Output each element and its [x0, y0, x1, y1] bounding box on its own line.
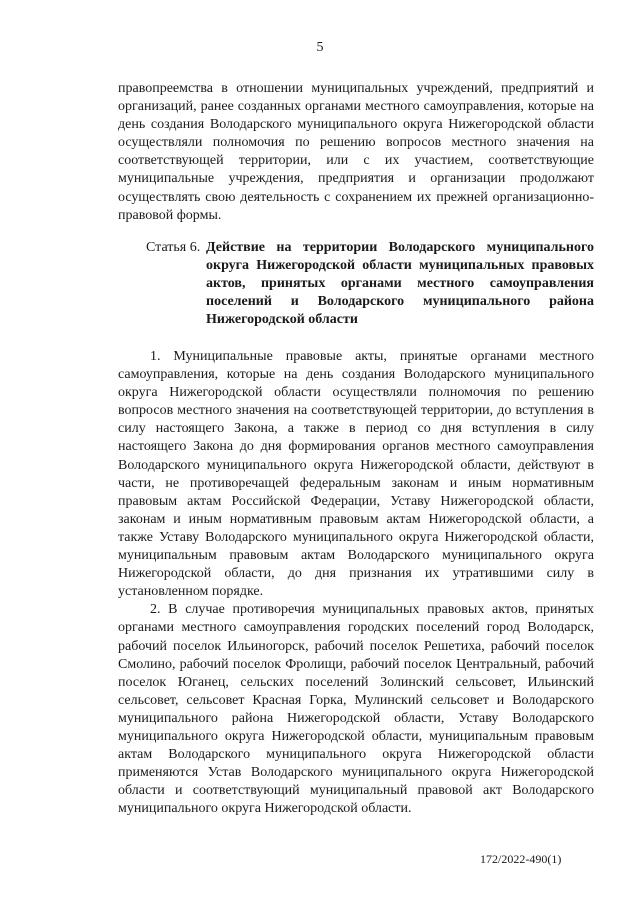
- paragraph-1: 1. Муниципальные правовые акты, принятые органами местного самоуправления, которые на день создания Володарского муниципального округа Нижегородской области осуществляли полномочия по решению вопросов местного значения на соответствующей территории, до вступления в силу настоящего Закона, а также в период со дня вступления в силу настоящего Закона до дня формирования органов местного самоуправления Володарского муниципального округа Нижегородской области, действуют в части, не противоречащей федеральным законам и иным нормативным правовым актам Российской Федерации, Уставу Нижегородской области, законам и иным нормативным правовым актам Нижегородской области, а также Уставу Володарского муниципального округа Нижегородской области, муниципальным правовым актам Володарского муниципального округа Нижегородской области, до дня признания их утратившими силу в установленном порядке.: [118, 349, 594, 600]
- article-label: Статья 6.: [146, 240, 201, 255]
- article-heading: [146, 239, 594, 329]
- article-body: [118, 348, 594, 818]
- document-code: 172/2022-490(1): [480, 852, 562, 866]
- article-title: Действие на территории Володарского муниципального округа Нижегородской области муниципальных правовых актов, принятых органами местного самоуправления поселений и Володарского муниципального района Нижегородской области: [206, 240, 594, 328]
- paragraph-text: правопреемства в отношении муниципальных учреждений, предприятий и организаций, ранее созданных органами местного самоуправления, которые на день создания Володарского муниципального округа Нижегородской области осуществляли полномочия по решению вопросов местного значения на соответствующей территории, или с их участием, соответствующие муниципальные учреждения, предприятия и организации продолжают осуществлять свою деятельность с сохранением их прежней организационно-правовой формы.: [118, 81, 594, 223]
- continuation-paragraph: [118, 80, 594, 225]
- page-number: 5: [316, 40, 324, 55]
- paragraph-2: 2. В случае противоречия муниципальных правовых актов, принятых органами местного самоуправления городских поселений город Володарск, рабочий поселок Ильиногорск, рабочий поселок Решетиха, рабочий поселок Смолино, рабочий поселок Фролищи, рабочий поселок Центральный, рабочий поселок Юганец, сельских поселений Золинский сельсовет, Ильинский сельсовет, сельсовет Красная Горка, Мулинский сельсовет и Володарского муниципального района Нижегородской области, Уставу Володарского муниципального округа Нижегородской области, муниципальным правовым актам Володарского муниципального округа Нижегородской области применяются Устав Володарского муниципального округа Нижегородской области и соответствующий муниципальный правовой акт Володарского муниципального округа Нижегородской области.: [118, 602, 594, 817]
